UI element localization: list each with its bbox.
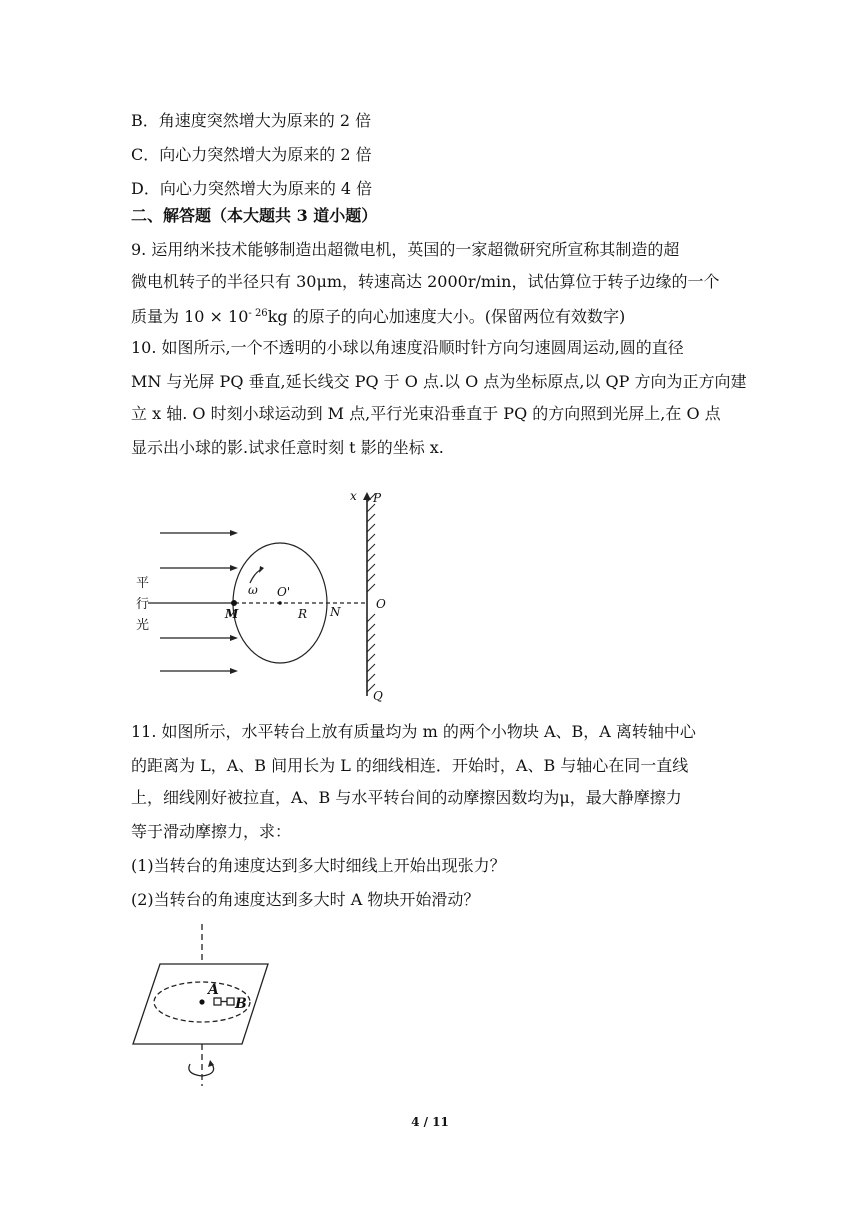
label-ping: 平	[136, 576, 150, 591]
label-b: B	[235, 996, 247, 1012]
q11-sub2: (2)当转台的角速度达到多大时 A 物块开始滑动？	[131, 890, 480, 909]
label-m: M	[225, 607, 239, 621]
q11-line1: 11. 如图所示，水平转台上放有质量均为 m 的两个小物块 A、B，A 离转轴中心	[131, 722, 696, 741]
screen-hatching	[367, 494, 375, 692]
q9-line3-post: kg 的原子的向心加速度大小。(保留两位有效数字)	[267, 307, 626, 326]
q10-line3: 立 x 轴. O 时刻小球运动到 M 点,平行光束沿垂直于 PQ 的方向照到光屏上,在 O 点	[131, 404, 721, 423]
label-q: Q	[373, 689, 383, 703]
option-c: C．向心力突然增大为原来的 2 倍	[131, 145, 372, 164]
figure-11-turntable-diagram	[130, 924, 275, 1089]
q11-line3: 上，细线刚好被拉直，A、B 与水平转台间的动摩擦因数均为μ，最大静摩擦力	[131, 788, 682, 807]
block-a	[214, 998, 221, 1005]
omega-arc	[250, 570, 260, 583]
label-xing: 行	[136, 597, 150, 612]
option-d: D．向心力突然增大为原来的 4 倍	[131, 179, 373, 198]
block-b	[227, 998, 234, 1005]
label-x-axis: x	[350, 489, 357, 503]
section-heading: 二、解答题（本大题共 3 道小题）	[131, 206, 378, 225]
label-r: R	[298, 607, 308, 621]
label-p: P	[373, 491, 382, 505]
ball-m	[231, 600, 237, 606]
q11-line4: 等于滑动摩擦力，求：	[131, 822, 292, 841]
q11-line2: 的距离为 L，A、B 间用长为 L 的细线相连．开始时，A、B 与轴心在同一直线	[131, 756, 689, 775]
q10-line2: MN 与光屏 PQ 垂直,延长线交 PQ 于 O 点.以 O 点为坐标原点,以 QP 方向为正方向建	[131, 372, 747, 391]
q9-line3	[131, 304, 625, 327]
q10-line1: 10. 如图所示,一个不透明的小球以角速度沿顺时针方向匀速圆周运动,圆的直径	[131, 338, 684, 357]
label-omega: ω	[248, 583, 258, 597]
q9-line1: 9. 运用纳米技术能够制造出超微电机，英国的一家超微研究所宣称其制造的超	[131, 240, 680, 259]
option-b: B．角速度突然增大为原来的 2 倍	[131, 111, 372, 130]
label-guang: 光	[136, 618, 150, 633]
q10-line4: 显示出小球的影.试求任意时刻 t 影的坐标 x.	[131, 438, 444, 457]
q9-line3-pre: 质量为 10 × 10	[131, 307, 249, 326]
q9-line3-sup: - 26	[248, 308, 268, 319]
label-o: O	[376, 597, 386, 611]
page-number: 4 / 11	[411, 1115, 449, 1129]
label-a: A	[208, 982, 219, 998]
figure-10-parallel-light-diagram	[130, 488, 410, 706]
axis-center	[199, 999, 204, 1004]
center-o-prime	[278, 601, 282, 605]
q11-sub1: (1)当转台的角速度达到多大时细线上开始出现张力？	[131, 856, 506, 875]
label-o-prime: O'	[277, 585, 291, 599]
label-n: N	[330, 605, 341, 619]
q9-line2: 微电机转子的半径只有 30μm，转速高达 2000r/min，试估算位于转子边缘的一个	[131, 272, 720, 291]
